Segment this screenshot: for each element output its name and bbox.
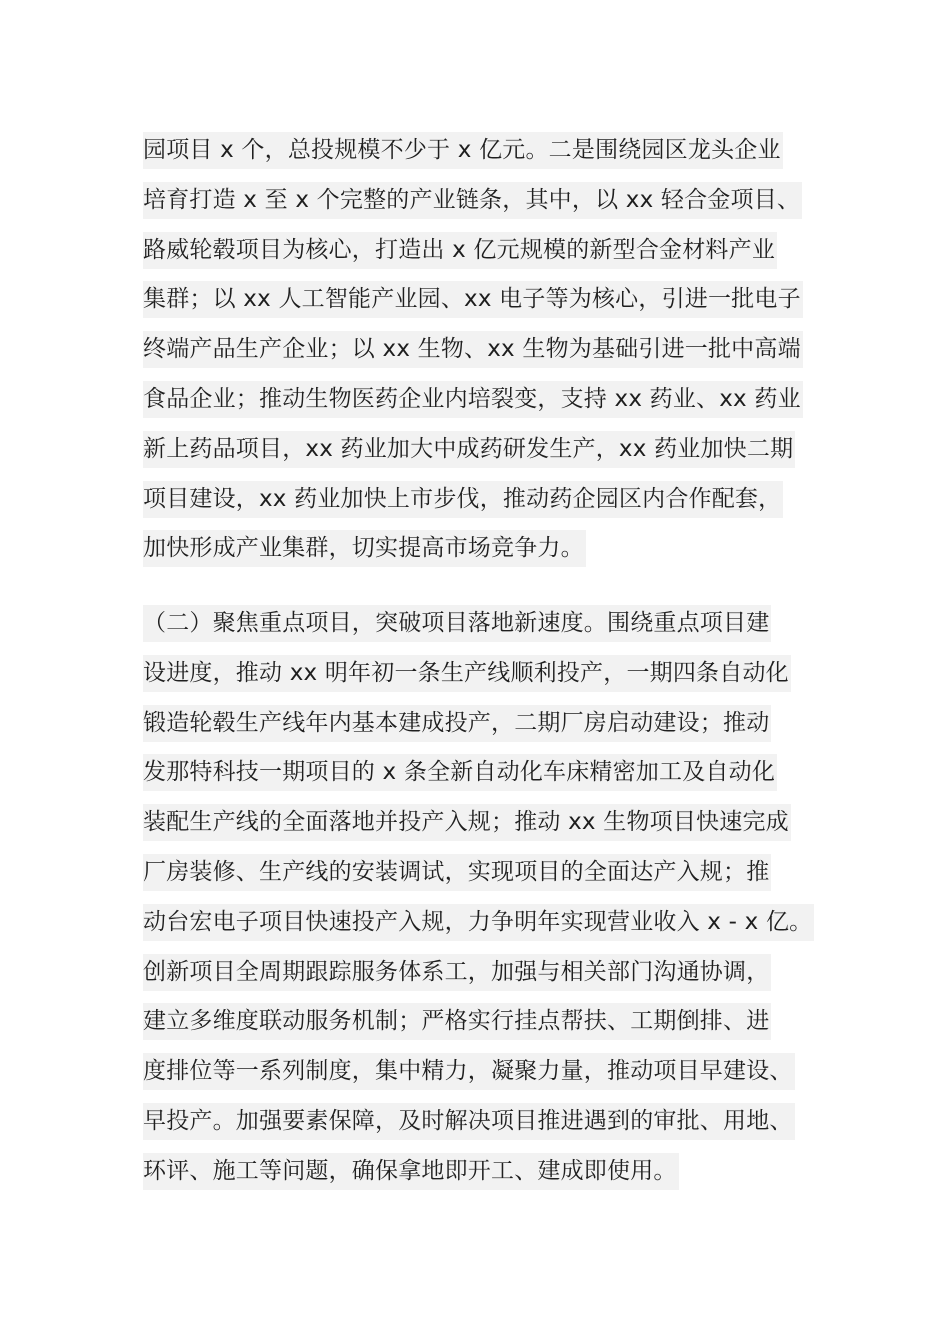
text-line-content: 发那特科技一期项目的 x 条全新自动化车床精密加工及自动化 <box>143 754 777 791</box>
text-line <box>143 1147 833 1197</box>
text-line <box>143 948 833 998</box>
text-line <box>143 649 833 699</box>
text-line-content: 培育打造 x 至 x 个完整的产业链条，其中，以 xx 轻合金项目、 <box>143 182 802 219</box>
text-line <box>143 325 833 375</box>
text-line-content: 设进度，推动 xx 明年初一条生产线顺利投产，一期四条自动化 <box>143 655 791 692</box>
text-line <box>143 997 833 1047</box>
text-line <box>143 226 833 276</box>
text-line <box>143 1047 833 1097</box>
text-line-content: 加快形成产业集群，切实提高市场竞争力。 <box>143 530 586 567</box>
text-line-content: 装配生产线的全面落地并投产入规；推动 xx 生物项目快速完成 <box>143 804 791 841</box>
text-line-content: 度排位等一系列制度，集中精力，凝聚力量，推动项目早建设、 <box>143 1053 795 1090</box>
text-line-content: 建立多维度联动服务机制；严格实行挂点帮扶、工期倒排、进 <box>143 1003 771 1040</box>
text-line <box>143 375 833 425</box>
text-line-content: 早投产。加强要素保障，及时解决项目推进遇到的审批、用地、 <box>143 1103 795 1140</box>
text-line-content: （二）聚焦重点项目，突破项目落地新速度。围绕重点项目建 <box>143 605 771 642</box>
text-line-content: 食品企业；推动生物医药企业内培裂变，支持 xx 药业、xx 药业 <box>143 381 803 418</box>
paragraph-key-projects <box>143 599 833 1197</box>
text-line-content: 厂房装修、生产线的安装调试，实现项目的全面达产入规；推 <box>143 854 771 891</box>
text-line-content: 园项目 x 个，总投规模不少于 x 亿元。二是围绕园区龙头企业 <box>143 132 783 169</box>
text-line <box>143 699 833 749</box>
text-line-content: 路威轮毂项目为核心，打造出 x 亿元规模的新型合金材料产业 <box>143 232 777 269</box>
text-line <box>143 848 833 898</box>
text-line <box>143 425 833 475</box>
text-line <box>143 599 833 649</box>
text-line-content: 终端产品生产企业；以 xx 生物、xx 生物为基础引进一批中高端 <box>143 331 803 368</box>
text-line <box>143 748 833 798</box>
text-line <box>143 898 833 948</box>
text-line <box>143 475 833 525</box>
text-line-content: 新上药品项目，xx 药业加大中成药研发生产，xx 药业加快二期 <box>143 431 795 468</box>
paragraph-industry-chain <box>143 126 833 574</box>
text-line-content: 环评、施工等问题，确保拿地即开工、建成即使用。 <box>143 1153 679 1190</box>
text-line-content: 项目建设，xx 药业加快上市步伐，推动药企园区内合作配套， <box>143 481 783 518</box>
text-line-content: 创新项目全周期跟踪服务体系工，加强与相关部门沟通协调， <box>143 954 771 991</box>
text-line <box>143 1097 833 1147</box>
text-line-content: 集群；以 xx 人工智能产业园、xx 电子等为核心，引进一批电子 <box>143 281 803 318</box>
text-line <box>143 126 833 176</box>
text-line-content: 动台宏电子项目快速投产入规，力争明年实现营业收入 x - x 亿。 <box>143 904 814 941</box>
text-line-content: 锻造轮毂生产线年内基本建成投产，二期厂房启动建设；推动 <box>143 705 771 742</box>
text-line <box>143 524 833 574</box>
text-line <box>143 275 833 325</box>
text-line <box>143 798 833 848</box>
text-line <box>143 176 833 226</box>
